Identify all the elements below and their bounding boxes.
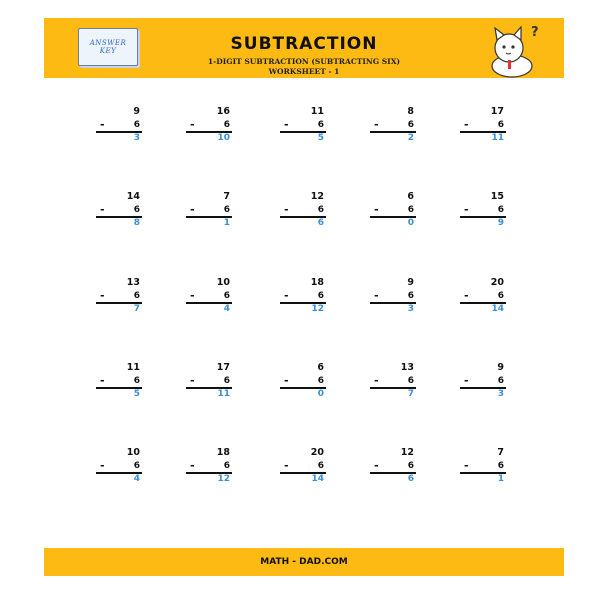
minuend: 9 [133, 106, 140, 117]
subtrahend: 6 [223, 205, 230, 215]
answer-value: 6 [407, 474, 414, 484]
subtraction-problem [280, 277, 326, 317]
subtraction-problem [370, 106, 416, 146]
answer-value: 3 [133, 133, 140, 143]
subtrahend: 6 [133, 461, 140, 471]
answer-value: 2 [407, 133, 414, 143]
subtrahend: 6 [407, 205, 414, 215]
answer-value: 12 [311, 304, 324, 314]
subtraction-problem [96, 447, 142, 487]
answer-value: 1 [497, 474, 504, 484]
subtrahend: 6 [317, 376, 324, 386]
subtrahend: 6 [317, 291, 324, 301]
subtraction-problem [96, 106, 142, 146]
minus-sign: - [374, 203, 379, 216]
subtraction-problem [460, 191, 506, 231]
answer-value: 6 [317, 218, 324, 228]
subtrahend: 6 [497, 205, 504, 215]
footer-banner [44, 548, 564, 576]
subtraction-problem [186, 447, 232, 487]
answer-value: 4 [223, 304, 230, 314]
minus-sign: - [284, 459, 289, 472]
header-banner [44, 18, 564, 78]
minuend: 18 [216, 447, 230, 458]
subtrahend: 6 [133, 376, 140, 386]
cat-mascot-icon [482, 20, 542, 78]
subtraction-problem [186, 106, 232, 146]
minus-sign: - [464, 374, 469, 387]
subtrahend: 6 [223, 291, 230, 301]
subtraction-problem [280, 106, 326, 146]
subtraction-problem [96, 362, 142, 402]
answer-value: 7 [133, 304, 140, 314]
minuend: 17 [216, 362, 230, 373]
minuend: 20 [490, 277, 504, 288]
minus-sign: - [464, 203, 469, 216]
minus-sign: - [374, 118, 379, 131]
subtraction-problem [370, 447, 416, 487]
page-title: SUBTRACTION [230, 34, 378, 54]
answer-value: 9 [497, 218, 504, 228]
minuend: 16 [216, 106, 230, 117]
subtrahend: 6 [407, 291, 414, 301]
answer-value: 3 [497, 389, 504, 399]
subtrahend: 6 [317, 461, 324, 471]
subtrahend: 6 [497, 461, 504, 471]
minuend: 13 [126, 277, 140, 288]
minus-sign: - [100, 289, 105, 302]
subtrahend: 6 [497, 120, 504, 130]
answer-value: 8 [133, 218, 140, 228]
subtrahend: 6 [407, 376, 414, 386]
minuend: 11 [310, 106, 324, 117]
subtraction-problem [96, 277, 142, 317]
subtraction-problem [186, 191, 232, 231]
minuend: 15 [490, 191, 504, 202]
subtraction-problem [370, 277, 416, 317]
minus-sign: - [190, 374, 195, 387]
minuend: 12 [310, 191, 324, 202]
minus-sign: - [374, 374, 379, 387]
minuend: 10 [216, 277, 230, 288]
question-mark: ? [531, 25, 539, 40]
subtraction-problem [186, 362, 232, 402]
answer-value: 11 [217, 389, 230, 399]
answer-value: 4 [133, 474, 140, 484]
subtrahend: 6 [133, 120, 140, 130]
minuend: 12 [400, 447, 414, 458]
answer-value: 10 [217, 133, 230, 143]
answer-value: 7 [407, 389, 414, 399]
minus-sign: - [464, 118, 469, 131]
minus-sign: - [464, 459, 469, 472]
subtrahend: 6 [133, 205, 140, 215]
minus-sign: - [284, 289, 289, 302]
minuend: 20 [310, 447, 324, 458]
subtrahend: 6 [407, 120, 414, 130]
answer-value: 0 [317, 389, 324, 399]
answer-value: 5 [317, 133, 324, 143]
answer-value: 14 [311, 474, 324, 484]
subtrahend: 6 [223, 120, 230, 130]
subtraction-problem [460, 106, 506, 146]
minuend: 9 [497, 362, 504, 373]
page-subtitle: 1-DIGIT SUBTRACTION (SUBTRACTING SIX) [207, 57, 401, 66]
answer-value: 12 [217, 474, 230, 484]
subtraction-problem [96, 191, 142, 231]
subtraction-problem [280, 191, 326, 231]
subtraction-problem [280, 362, 326, 402]
minus-sign: - [374, 289, 379, 302]
minuend: 14 [126, 191, 140, 202]
subtrahend: 6 [497, 291, 504, 301]
answer-value: 0 [407, 218, 414, 228]
subtraction-problem [186, 277, 232, 317]
minus-sign: - [100, 459, 105, 472]
minuend: 17 [490, 106, 504, 117]
subtraction-problem [460, 277, 506, 317]
answer-value: 11 [491, 133, 504, 143]
subtraction-problem [280, 447, 326, 487]
footer-site-name: MATH - DAD.COM [260, 557, 348, 567]
subtrahend: 6 [407, 461, 414, 471]
subtrahend: 6 [317, 120, 324, 130]
minus-sign: - [100, 203, 105, 216]
minus-sign: - [374, 459, 379, 472]
answer-value: 5 [133, 389, 140, 399]
minus-sign: - [100, 118, 105, 131]
subtrahend: 6 [223, 376, 230, 386]
minus-sign: - [100, 374, 105, 387]
minuend: 6 [407, 191, 414, 202]
answer-value: 1 [223, 218, 230, 228]
subtraction-problem [460, 362, 506, 402]
subtrahend: 6 [317, 205, 324, 215]
minus-sign: - [284, 203, 289, 216]
minuend: 11 [126, 362, 140, 373]
minuend: 9 [407, 277, 414, 288]
minuend: 13 [400, 362, 414, 373]
worksheet-number: WORKSHEET - 1 [268, 67, 340, 76]
answer-value: 3 [407, 304, 414, 314]
minus-sign: - [464, 289, 469, 302]
minuend: 7 [223, 191, 230, 202]
minuend: 7 [497, 447, 504, 458]
minuend: 10 [126, 447, 140, 458]
minus-sign: - [190, 203, 195, 216]
minus-sign: - [190, 289, 195, 302]
answer-key-label: ANSWER KEY [89, 39, 127, 55]
minuend: 18 [310, 277, 324, 288]
subtrahend: 6 [223, 461, 230, 471]
minus-sign: - [190, 118, 195, 131]
minus-sign: - [284, 374, 289, 387]
minus-sign: - [284, 118, 289, 131]
answer-value: 14 [491, 304, 504, 314]
minus-sign: - [190, 459, 195, 472]
subtraction-problem [460, 447, 506, 487]
subtraction-problem [370, 191, 416, 231]
minuend: 6 [317, 362, 324, 373]
subtraction-problem [370, 362, 416, 402]
subtrahend: 6 [133, 291, 140, 301]
minuend: 8 [407, 106, 414, 117]
subtrahend: 6 [497, 376, 504, 386]
